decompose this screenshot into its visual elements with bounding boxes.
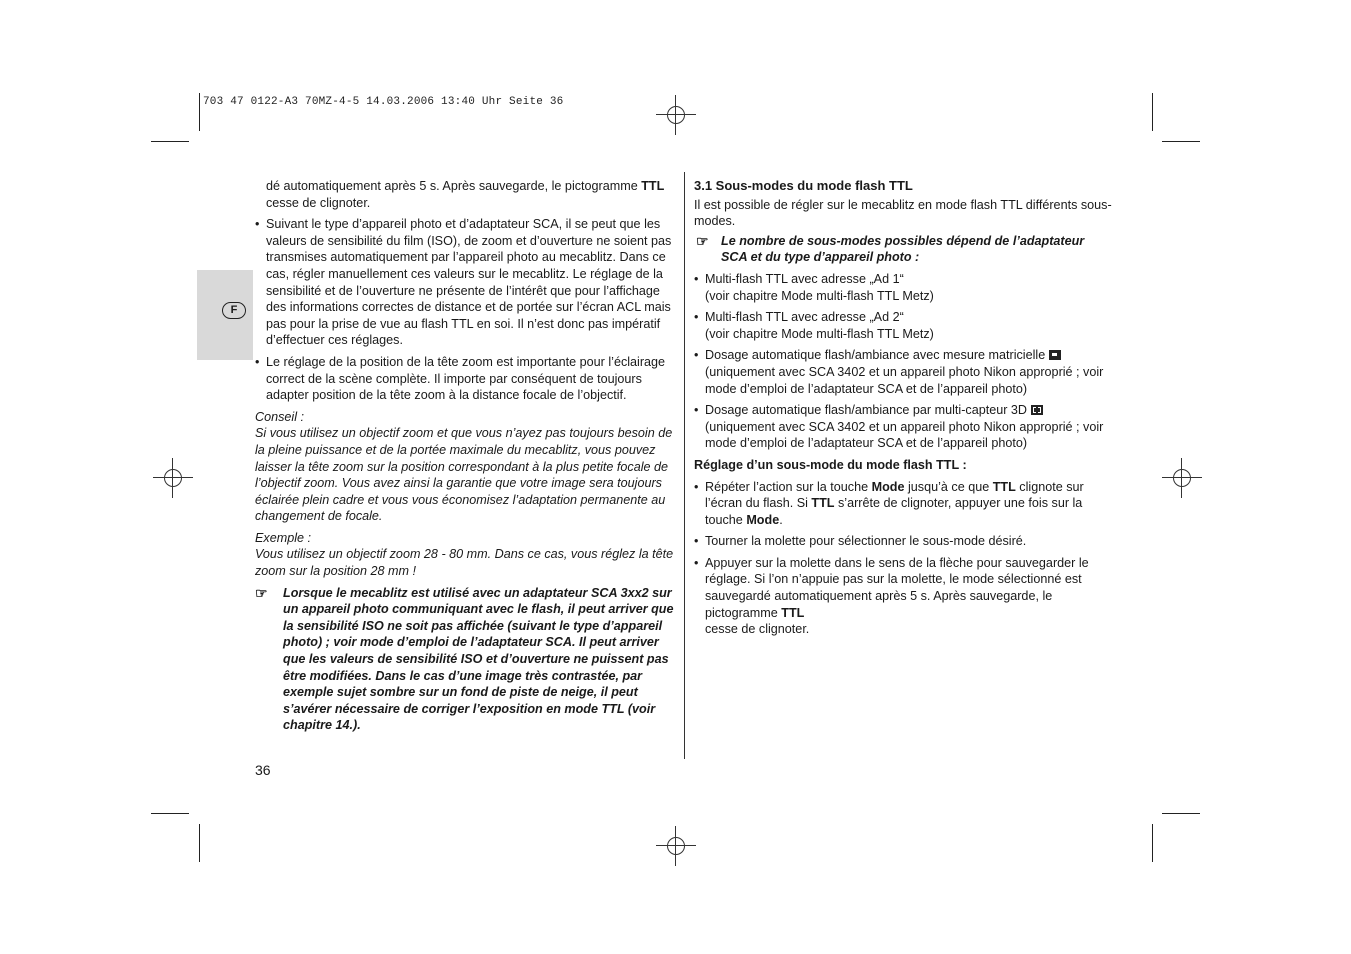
- registration-mark-left: [153, 458, 193, 498]
- bullet-item: • Suivant le type d’appareil photo et d’adaptateur SCA, il se peut que les valeurs de sensibilité du film (ISO), de zoom et d’ouverture ne soient pas transmises automatiquement par l’appareil photo au mecablitz. Dans ce cas, régler manuellement ces valeurs sur le mecablitz. Le réglage de la sensibilité et de l’ouverture ne présente de l’intérêt que pour l’affichage des informations correctes de distance et de portée sur l’écran ACL mais pas pour la prise de vue au flash TTL en soi. Il n’est donc pas impératif d’effectuer ces réglages.: [255, 217, 672, 348]
- bullet-dot: •: [694, 348, 699, 363]
- mode-item: • Dosage automatique flash/ambiance par multi-capteur 3D(uniquement avec SCA 3402 et un appareil photo Nikon approprié ; voir mode d’emploi de l’adaptateur SCA et de l’appareil photo): [694, 403, 1104, 451]
- tip-label: Conseil :: [255, 409, 304, 424]
- continued-text: dé automatiquement après 5 s. Après sauvegarde, le pictogramme TTL cesse de clignoter.: [266, 179, 665, 210]
- bullet-dot: •: [694, 310, 699, 325]
- example-text: Vous utilisez un objectif zoom 28 - 80 mm. Dans ce cas, vous réglez la tête zoom sur la position 28 mm !: [255, 547, 674, 579]
- bullet-dot: •: [694, 534, 699, 549]
- registration-mark-right: [1162, 458, 1202, 498]
- step-item: • Tourner la molette pour sélectionner le sous-mode désiré.: [694, 534, 1027, 549]
- mode-item: • Dosage automatique flash/ambiance avec mesure matricielle(uniquement avec SCA 3402 et un appareil photo Nikon approprié ; voir mode d’emploi de l’adaptateur SCA et de l’appareil photo): [694, 348, 1104, 396]
- step-item: • Appuyer sur la molette dans le sens de la flèche pour sauvegarder le réglage. Si l’on n’appuie pas sur la molette, le mode sélectionné est sauvegardé automatiquement après 5 s. Après sauvegarde, le pictogramme TTL cesse de clignoter.: [694, 555, 1089, 637]
- intro-text: Il est possible de régler sur le mecablitz en mode flash TTL différents sous-modes.: [694, 197, 1112, 229]
- step-item: • Répéter l’action sur la touche Mode jusqu’à ce que TTL clignote sur l’écran du flash. Si TTL s’arrête de clignoter, appuyer une fois sur la touche Mode.: [694, 479, 1084, 527]
- language-badge: F: [222, 302, 246, 319]
- column-divider: [684, 172, 685, 759]
- subsection-heading: Réglage d’un sous-mode du mode flash TTL :: [694, 457, 967, 472]
- bullet-dot: •: [694, 479, 699, 494]
- mode-item: • Multi-flash TTL avec adresse „Ad 2“ (voir chapitre Mode multi-flash TTL Metz): [694, 310, 934, 341]
- right-column: [694, 178, 1112, 638]
- matrix-metering-icon: [1049, 350, 1061, 360]
- bullet-dot: •: [255, 217, 260, 232]
- left-column: [255, 178, 677, 734]
- bullet-dot: •: [694, 271, 699, 286]
- bullet-dot: •: [255, 354, 260, 369]
- sca-note: ☞ Lorsque le mecablitz est utilisé avec un adaptateur SCA 3xx2 sur un appareil photo communiquant avec le flash, il peut arriver que la sensibilité ISO ne soit pas affichée (suivant le type d’appareil photo) ; voir mode d’emploi de l’adaptateur SCA. Il peut arriver que les valeurs de sensibilité ISO et d’ouverture ne puissent pas être modifiées. Dans le cas d’une image très contrastée, par exemple sujet sombre sur un fond de piste de neige, il peut s’avérer nécessaire de corriger l’exposition en mode TTL (voir chapitre 14.).: [255, 584, 674, 733]
- tip-text: Si vous utilisez un objectif zoom et que vous n’ayez pas toujours besoin de la pleine puissance et de la portée maximale du mecablitz, vous pouvez laisser la tête zoom sur la position correspondant à la plus petite focale de l’objectif zoom. Vous avez ainsi la garantie que votre image sera toujours éclairée plein cadre et vous vous économisez l’adaptation permanente au changement de focale.: [255, 426, 673, 524]
- page-number: 36: [255, 762, 271, 778]
- bullet-dot: •: [694, 403, 699, 418]
- example-label: Exemple :: [255, 530, 311, 545]
- print-slug: 703 47 0122-A3 70MZ-4-5 14.03.2006 13:40 Uhr Seite 36: [203, 96, 564, 108]
- pointing-hand-icon: ☞: [255, 584, 268, 601]
- language-tab: [197, 270, 253, 360]
- registration-mark-bottom: [656, 826, 696, 866]
- multi-sensor-3d-icon: [1031, 405, 1043, 415]
- bullet-dot: •: [694, 555, 699, 570]
- submode-note: ☞ Le nombre de sous-modes possibles dépend de l’adaptateur SCA et du type d’appareil photo :: [696, 232, 1085, 265]
- bullet-item: • Le réglage de la position de la tête zoom est importante pour l’éclairage correct de la scène complète. Il importe par conséquent de toujours adapter position de la tête zoom à la distance focale de l’objectif.: [255, 354, 666, 403]
- section-heading: 3.1 Sous-modes du mode flash TTL: [694, 178, 913, 193]
- mode-item: • Multi-flash TTL avec adresse „Ad 1“ (voir chapitre Mode multi-flash TTL Metz): [694, 271, 934, 303]
- ttl-label: TTL: [641, 179, 665, 193]
- registration-mark-top: [656, 95, 696, 135]
- pointing-hand-icon: ☞: [696, 232, 709, 249]
